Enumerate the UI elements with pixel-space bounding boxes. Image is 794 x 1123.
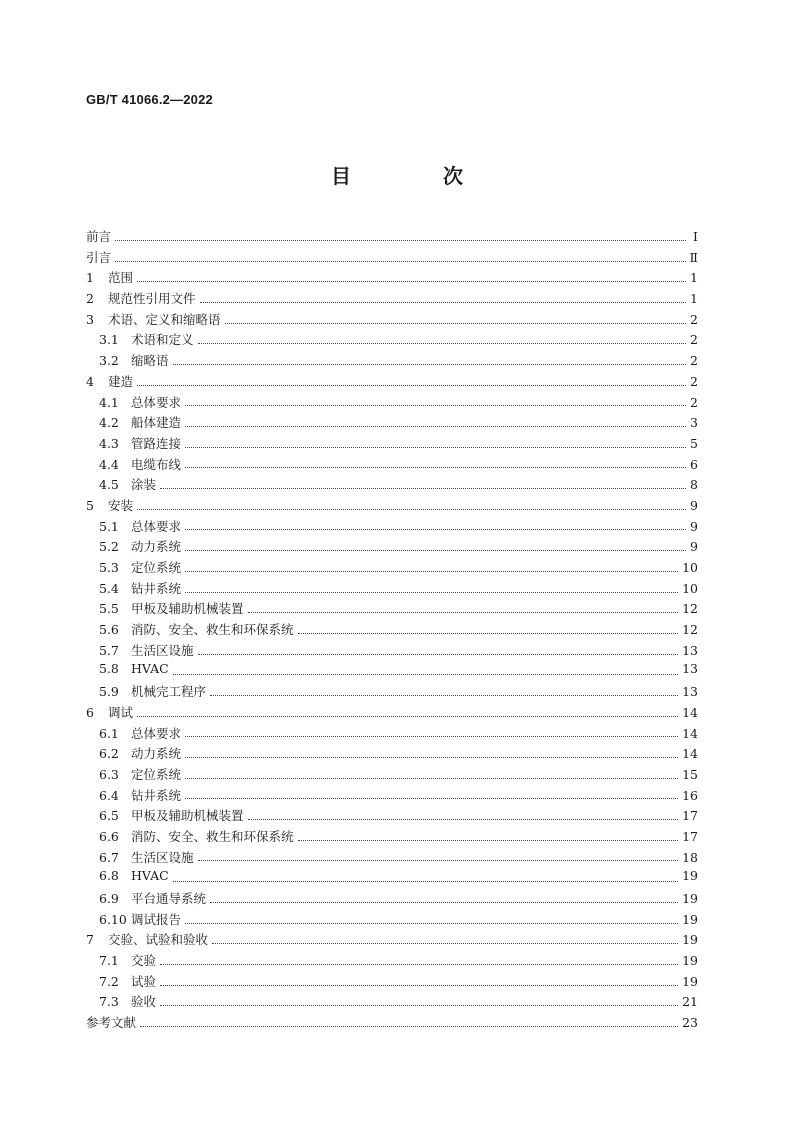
toc-entry-title: 前言 [86, 229, 112, 244]
toc-entry[interactable] [86, 744, 698, 765]
toc-entry-title: 总体要求 [131, 725, 182, 741]
toc-entry-title: 定位系统 [131, 766, 182, 782]
toc-entry[interactable] [86, 496, 698, 517]
dot-leader [185, 923, 678, 924]
toc-entry[interactable] [86, 951, 698, 972]
dot-leader [185, 592, 678, 593]
dot-leader [185, 467, 686, 468]
toc-entry[interactable] [86, 330, 698, 351]
dot-leader [248, 612, 679, 613]
toc-entry-page: 3 [690, 415, 698, 431]
toc-entry-number: 5.1 [99, 518, 119, 534]
dot-leader [173, 881, 678, 882]
dot-leader [198, 860, 679, 861]
toc-entry-number: 6.7 [99, 849, 119, 865]
standard-code: GB/T 41066.2—2022 [86, 92, 213, 107]
toc-entry-number: 3 [86, 311, 94, 327]
toc-entry-number: 6.1 [99, 725, 119, 741]
toc-entry-number: 6.9 [99, 891, 119, 906]
toc-entry[interactable] [86, 765, 698, 786]
toc-entry-title: 安装 [108, 497, 134, 513]
toc-entry[interactable] [86, 310, 698, 331]
toc-entry-number: 6.2 [99, 746, 119, 762]
toc-entry[interactable] [86, 289, 698, 310]
toc-entry[interactable] [86, 1013, 698, 1034]
toc-entry-title: 动力系统 [131, 746, 182, 762]
toc-entry[interactable] [86, 786, 698, 807]
toc-entry-page: 1 [690, 270, 698, 286]
toc-entry-page: 6 [690, 456, 698, 472]
toc-entry[interactable] [86, 434, 698, 455]
toc-entry-number: 4.4 [99, 456, 119, 472]
toc-entry[interactable] [86, 620, 698, 641]
dot-leader [137, 281, 686, 282]
toc-entry-number: 6.10 [99, 911, 127, 927]
toc-entry[interactable] [86, 868, 698, 889]
toc-entry[interactable] [86, 248, 698, 269]
toc-entry[interactable] [86, 393, 698, 414]
toc-entry-number: 2 [86, 291, 94, 307]
dot-leader [185, 550, 686, 551]
dot-leader [185, 736, 678, 737]
toc-entry-page: 14 [682, 704, 698, 720]
toc-entry-title: 电缆布线 [131, 456, 182, 472]
dot-leader [115, 261, 685, 262]
toc-entry-number: 7.3 [99, 994, 119, 1010]
toc-entry-page: 18 [682, 849, 698, 865]
toc-entry-title: 动力系统 [131, 539, 182, 555]
toc-entry-page: 2 [690, 373, 698, 389]
toc-entry-title: 生活区设施 [131, 642, 194, 658]
toc-entry-title: 总体要求 [131, 518, 182, 534]
toc-entry-title: 术语和定义 [131, 332, 194, 348]
toc-entry[interactable] [86, 724, 698, 745]
toc-entry-title: 缩略语 [131, 353, 169, 369]
toc-entry[interactable] [86, 599, 698, 620]
toc-entry-title: 管路连接 [131, 435, 182, 451]
toc-entry-page: 15 [682, 766, 698, 782]
toc-entry[interactable] [86, 992, 698, 1013]
toc-entry-number: 4.1 [99, 394, 119, 410]
toc-entry-number: 5.3 [99, 560, 119, 575]
dot-leader [248, 819, 679, 820]
toc-entry-title: 消防、安全、救生和环保系统 [131, 622, 294, 638]
dot-leader [160, 1005, 678, 1006]
toc-entry-page: 5 [690, 435, 698, 451]
toc-entry-title: 生活区设施 [131, 849, 194, 865]
toc-entry[interactable] [86, 413, 698, 434]
dot-leader [185, 405, 686, 406]
toc-entry[interactable] [86, 827, 698, 848]
dot-leader [185, 447, 686, 448]
toc-entry-number: 1 [86, 270, 94, 286]
toc-entry-page: 9 [690, 497, 698, 513]
dot-leader [137, 385, 686, 386]
toc-entry[interactable] [86, 537, 698, 558]
toc-entry-number: 6.6 [99, 828, 119, 844]
toc-entry-title: 总体要求 [131, 394, 182, 410]
dot-leader [160, 985, 678, 986]
toc-entry-title: 交验、试验和验收 [108, 932, 209, 948]
toc-entry-page: 2 [690, 332, 698, 348]
dot-leader [185, 571, 678, 572]
dot-leader [185, 426, 686, 427]
toc-entry[interactable] [86, 455, 698, 476]
toc-entry-page: 19 [682, 891, 698, 906]
toc-entry-page: 13 [682, 642, 698, 658]
toc-entry-number: 4.2 [99, 415, 119, 431]
toc-entry-page: 19 [682, 953, 698, 969]
table-of-contents [86, 227, 698, 1034]
dot-leader [200, 302, 686, 303]
dot-leader [225, 323, 686, 324]
dot-leader [160, 964, 678, 965]
toc-entry-title: 试验 [131, 973, 157, 989]
toc-entry-page: Ⅰ [693, 229, 698, 244]
toc-entry-number: 5.6 [99, 622, 119, 638]
dot-leader [298, 840, 679, 841]
toc-entry-number: 5.5 [99, 601, 119, 617]
dot-leader [160, 488, 686, 489]
toc-entry[interactable] [86, 682, 698, 703]
toc-entry[interactable] [86, 558, 698, 579]
dot-leader [210, 695, 678, 696]
dot-leader [198, 343, 686, 344]
toc-entry-page: 19 [682, 911, 698, 927]
toc-entry-number: 6.3 [99, 766, 119, 782]
toc-entry-number: 3.2 [99, 353, 119, 369]
toc-entry-page: 13 [682, 684, 698, 700]
dot-leader [298, 633, 679, 634]
toc-entry-title: 机械完工程序 [131, 684, 207, 700]
toc-entry-page: 13 [682, 661, 698, 677]
toc-entry[interactable] [86, 372, 698, 393]
toc-entry-number: 5.4 [99, 580, 119, 596]
dot-leader [198, 654, 679, 655]
toc-entry-page: 21 [682, 994, 698, 1010]
toc-entry-number: 7.2 [99, 973, 119, 989]
dot-leader [173, 364, 686, 365]
toc-entry-title: 术语、定义和缩略语 [108, 311, 221, 327]
toc-entry[interactable] [86, 930, 698, 951]
dot-leader [137, 509, 686, 510]
toc-entry[interactable] [86, 848, 698, 869]
toc-entry-number: 7.1 [99, 953, 119, 969]
toc-entry-title: 钻井系统 [131, 787, 182, 803]
toc-entry-title: 调试 [108, 704, 134, 720]
toc-entry-page: 8 [690, 477, 698, 493]
toc-entry-page: 12 [682, 622, 698, 638]
toc-entry-title: 消防、安全、救生和环保系统 [131, 828, 294, 844]
toc-entry-page: 2 [690, 311, 698, 327]
toc-entry-title: 钻井系统 [131, 580, 182, 596]
toc-entry-title: 验收 [131, 994, 157, 1010]
toc-entry-page: 16 [682, 787, 698, 803]
toc-entry-title: 涂装 [131, 477, 157, 493]
toc-entry-title: 定位系统 [131, 560, 182, 575]
toc-entry-title: 范围 [108, 270, 134, 286]
toc-entry-number: 6.5 [99, 808, 119, 824]
toc-entry-number: 5 [86, 497, 94, 513]
toc-entry-title: 甲板及辅助机械装置 [131, 601, 244, 617]
toc-entry-page: Ⅱ [689, 249, 698, 265]
toc-entry-number: 6.4 [99, 787, 119, 803]
toc-entry-number: 5.2 [99, 539, 119, 555]
page-title: 目 次 [331, 164, 499, 188]
dot-leader [185, 529, 686, 530]
toc-entry-title: HVAC [131, 868, 169, 884]
dot-leader [185, 798, 678, 799]
toc-entry-number: 7 [86, 932, 94, 948]
dot-leader [212, 943, 678, 944]
toc-entry-number: 4.3 [99, 435, 119, 451]
toc-entry[interactable] [86, 268, 698, 289]
toc-entry-title: 交验 [131, 953, 157, 969]
toc-entry-number: 5.9 [99, 684, 119, 700]
toc-entry-number: 4 [86, 373, 94, 389]
dot-leader [185, 778, 678, 779]
toc-entry-page: 14 [682, 746, 698, 762]
dot-leader [115, 240, 686, 241]
toc-entry[interactable] [86, 351, 698, 372]
toc-entry-number: 4.5 [99, 477, 119, 493]
toc-entry-page: 17 [682, 828, 698, 844]
toc-entry-title: 平台通导系统 [131, 891, 207, 906]
toc-entry-page: 10 [682, 560, 698, 575]
dot-leader [210, 902, 678, 903]
toc-entry-page: 14 [682, 725, 698, 741]
toc-entry-page: 12 [682, 601, 698, 617]
toc-entry-page: 10 [682, 580, 698, 596]
toc-entry-number: 5.8 [99, 661, 119, 677]
toc-entry-title: 船体建造 [131, 415, 182, 431]
toc-entry[interactable] [86, 475, 698, 496]
toc-entry[interactable] [86, 517, 698, 538]
toc-entry[interactable] [86, 579, 698, 600]
toc-entry-title: 引言 [86, 249, 112, 265]
toc-entry-number: 6.8 [99, 868, 119, 884]
toc-entry-title: 甲板及辅助机械装置 [131, 808, 244, 824]
toc-entry-page: 19 [682, 868, 698, 884]
toc-entry[interactable] [86, 910, 698, 931]
toc-entry-page: 19 [682, 973, 698, 989]
toc-entry-number: 6 [86, 704, 94, 720]
dot-leader [137, 716, 678, 717]
toc-entry-title: 参考文献 [86, 1015, 137, 1031]
toc-entry[interactable] [86, 703, 698, 724]
toc-entry[interactable] [86, 227, 698, 248]
toc-entry-page: 23 [682, 1015, 698, 1031]
toc-entry-page: 17 [682, 808, 698, 824]
toc-entry[interactable] [86, 806, 698, 827]
toc-entry-number: 3.1 [99, 332, 119, 348]
toc-entry-title: 调试报告 [131, 911, 182, 927]
toc-entry-page: 1 [690, 291, 698, 307]
toc-entry[interactable] [86, 661, 698, 682]
toc-entry-number: 5.7 [99, 642, 119, 658]
toc-entry-title: 规范性引用文件 [108, 291, 196, 307]
toc-entry[interactable] [86, 972, 698, 993]
toc-entry-page: 2 [690, 353, 698, 369]
toc-entry[interactable] [86, 889, 698, 910]
toc-entry-page: 9 [690, 518, 698, 534]
dot-leader [173, 674, 678, 675]
dot-leader [185, 757, 678, 758]
toc-entry-title: HVAC [131, 661, 169, 677]
toc-entry-page: 19 [682, 932, 698, 948]
dot-leader [140, 1026, 678, 1027]
toc-entry[interactable] [86, 641, 698, 662]
toc-entry-page: 2 [690, 394, 698, 410]
toc-entry-title: 建造 [108, 373, 134, 389]
toc-entry-page: 9 [690, 539, 698, 555]
